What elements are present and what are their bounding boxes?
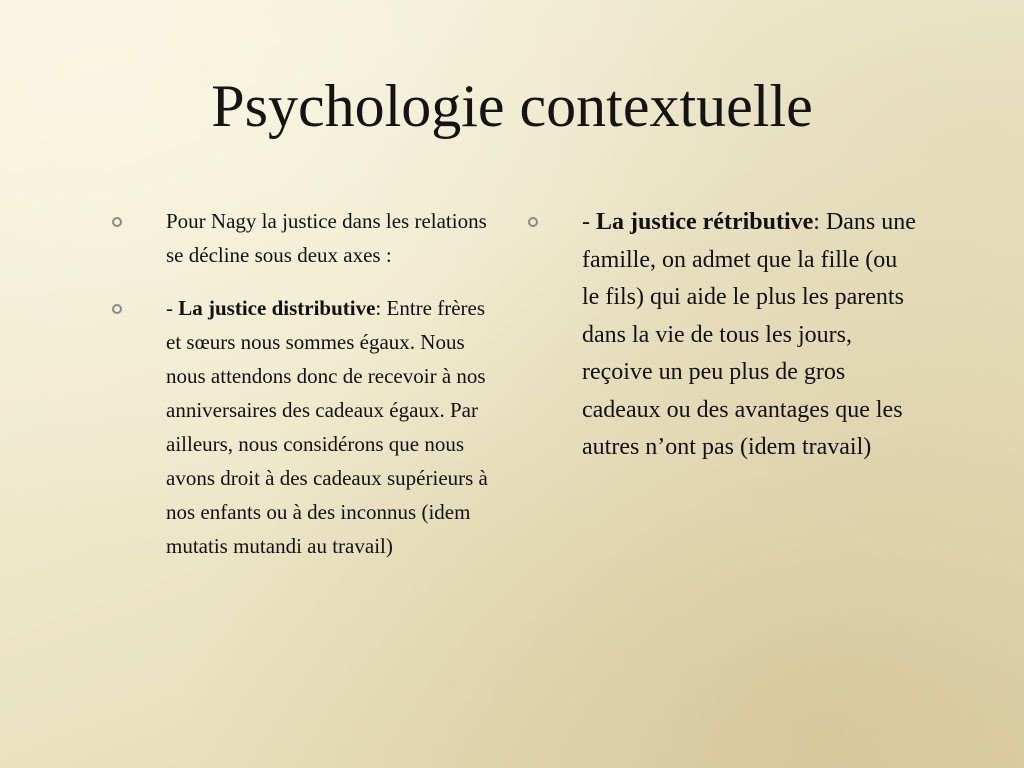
bullet-item [112, 204, 504, 272]
right-column [528, 204, 918, 467]
ring-bullet-icon [112, 304, 122, 314]
bullet-text: : Entre frères et sœurs nous sommes égaux. Nous nous attendons donc de recevoir à nos anniversaires des cadeaux égaux. Par ailleurs, nous considérons que nous avons droit à des cadeaux supérieurs à nos enfants ou à des inconnus (idem mutatis mutandi au travail) [166, 296, 488, 558]
bullet-prefix: - [582, 209, 596, 235]
ring-bullet-icon [112, 217, 122, 227]
bullet-text: : Dans une famille, on admet que la fille (ou le fils) qui aide le plus les parents dans la vie de tous les jours, reçoive un peu plus de gros cadeaux ou des avantages que les autres n’ont pas (idem travail) [582, 209, 916, 460]
bullet-heading: La justice rétributive [596, 209, 814, 235]
ring-bullet-icon [528, 217, 538, 227]
slide-title: Psychologie contextuelle [211, 73, 813, 139]
bullet-text: Pour Nagy la justice dans les relations se décline sous deux axes : [166, 209, 487, 267]
bullet-heading: La justice distributive [178, 296, 376, 320]
bullet-item [112, 291, 504, 563]
bullet-prefix: - [166, 296, 179, 320]
left-column [112, 204, 504, 563]
bullet-item [528, 204, 918, 467]
